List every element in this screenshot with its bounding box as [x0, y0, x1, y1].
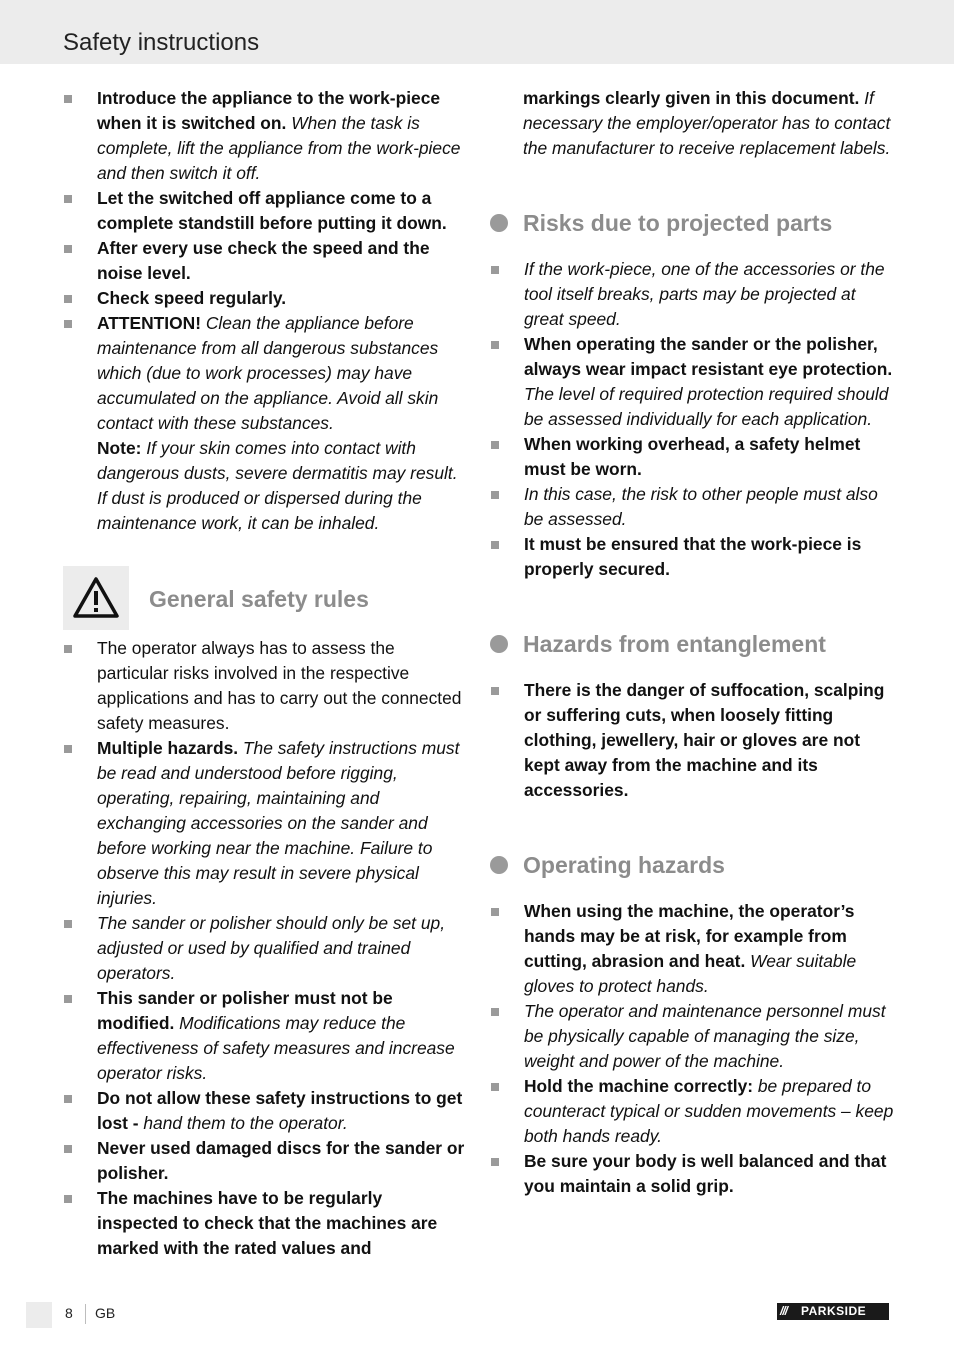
entanglement-list — [490, 678, 894, 803]
item-bold-text: When using the machine, the operator’s hands may be at risk, for example from cutting, abrasion and heat. — [524, 901, 855, 971]
bullet-square-icon — [64, 1145, 72, 1153]
item-bold-text: Never used damaged discs for the sander or polisher. — [97, 1138, 465, 1183]
page-title: Safety instructions — [63, 29, 260, 56]
list-item — [490, 678, 894, 803]
item-italic-text: Clean the appliance before maintenance from all dangerous substances which (due to work processes) may have accumulated on the appliance. Avoid all skin contact with these substances. — [97, 313, 439, 433]
list-item — [63, 236, 465, 286]
note-paragraph — [63, 436, 465, 536]
list-item — [63, 1186, 465, 1261]
list-item — [490, 532, 894, 582]
bullet-square-icon — [491, 1008, 499, 1016]
bullet-square-icon — [64, 1095, 72, 1103]
section-dot-icon — [490, 214, 508, 232]
bullet-square-icon — [491, 441, 499, 449]
list-item — [63, 911, 465, 986]
list-item — [490, 1149, 894, 1199]
list-item — [490, 899, 894, 999]
projected-parts-header — [490, 205, 894, 245]
item-italic-text: The safety instructions must be read and understood before rigging, operating, repairing, maintaining and exchanging accessories on the sander and before working near the machine. Failure to observe this may result in severe physical injuries. — [97, 738, 460, 908]
operating-hazards-list — [490, 899, 894, 1199]
section-dot-icon — [490, 856, 508, 874]
item-plain-text: The operator always has to assess the particular risks involved in the respective applications and has to carry out the connected safety measures. — [97, 638, 462, 733]
right-column — [490, 86, 894, 1199]
item-bold-text: Hold the machine correctly: — [524, 1076, 754, 1096]
operating-hazards-header — [490, 847, 894, 887]
language-code: GB — [95, 1305, 116, 1321]
item-italic-text: If the work-piece, one of the accessories or the tool itself breaks, parts may be projected at great speed. — [524, 259, 885, 329]
list-item — [63, 86, 465, 186]
warning-box — [63, 566, 129, 630]
item-bold-text: ATTENTION! — [97, 313, 202, 333]
item-bold-text: Multiple hazards. — [97, 738, 239, 758]
entanglement-header — [490, 626, 894, 666]
item-bold-text: After every use check the speed and the noise level. — [97, 238, 430, 283]
item-bold-text: Be sure your body is well balanced and that you maintain a solid grip. — [524, 1151, 887, 1196]
bullet-square-icon — [64, 95, 72, 103]
item-italic-text: Wear suitable gloves to protect hands. — [524, 951, 857, 996]
list-item — [490, 999, 894, 1074]
bullet-square-icon — [491, 1158, 499, 1166]
bullet-square-icon — [64, 995, 72, 1003]
bullet-square-icon — [491, 266, 499, 274]
item-italic-text: When the task is complete, lift the appliance from the work-piece and then switch it off. — [97, 113, 461, 183]
list-item — [63, 186, 465, 236]
item-bold-text: The machines have to be regularly inspected to check that the machines are marked with the rated values and — [97, 1188, 438, 1258]
general-safety-section-header — [63, 566, 465, 630]
item-bold-text: This sander or polisher must not be modified. — [97, 988, 393, 1033]
list-item — [63, 736, 465, 911]
left-top-list — [63, 86, 465, 436]
item-bold-text: It must be ensured that the work-piece is properly secured. — [524, 534, 862, 579]
entanglement-title: Hazards from entanglement — [523, 631, 826, 657]
item-bold-text: Let the switched off appliance come to a complete standstill before putting it down. — [97, 188, 447, 233]
note-label: Note: — [97, 438, 142, 458]
item-bold-text: Do not allow these safety instructions to get lost - — [97, 1088, 463, 1133]
projected-parts-list — [490, 257, 894, 582]
list-item — [63, 1086, 465, 1136]
bullet-square-icon — [64, 920, 72, 928]
continuation-paragraph — [490, 86, 894, 161]
list-item — [63, 1136, 465, 1186]
bullet-square-icon — [491, 1083, 499, 1091]
bullet-square-icon — [491, 541, 499, 549]
bullet-square-icon — [491, 341, 499, 349]
bullet-square-icon — [64, 195, 72, 203]
item-italic-text: be prepared to counteract typical or sudden movements – keep both hands ready. — [524, 1076, 894, 1146]
continuation-italic: If necessary the employer/operator has to contact the manufacturer to receive replacement labels. — [523, 88, 891, 158]
item-italic-text: hand them to the operator. — [138, 1113, 348, 1133]
warning-triangle-icon — [72, 576, 120, 620]
bullet-square-icon — [491, 491, 499, 499]
item-bold-text: Check speed regularly. — [97, 288, 287, 308]
item-bold-text: There is the danger of suffocation, scalping or suffering cuts, when loosely fitting clothing, jewellery, hair or gloves are not kept away from the machine and its accessories. — [524, 680, 885, 800]
item-bold-text: When working overhead, a safety helmet must be worn. — [524, 434, 861, 479]
list-item — [490, 482, 894, 532]
item-italic-text: Modifications may reduce the effectiveness of safety measures and increase operator risks. — [97, 1013, 455, 1083]
list-item — [490, 332, 894, 432]
bullet-square-icon — [64, 245, 72, 253]
note-text: If your skin comes into contact with dangerous dusts, severe dermatitis may result. If dust is produced or dispersed during the maintenance work, it can be inhaled. — [97, 438, 458, 533]
item-bold-text: Introduce the appliance to the work-piece when it is switched on. — [97, 88, 441, 133]
list-item — [490, 1074, 894, 1149]
bullet-square-icon — [64, 1195, 72, 1203]
projected-parts-title: Risks due to projected parts — [523, 210, 833, 236]
logo-slashes: /// — [780, 1304, 788, 1318]
item-italic-text: The operator and maintenance personnel must be physically capable of managing the size, weight and power of the machine. — [524, 1001, 886, 1071]
list-item — [490, 257, 894, 332]
section-dot-icon — [490, 635, 508, 653]
footer-divider — [85, 1304, 86, 1324]
list-item — [490, 432, 894, 482]
list-item — [63, 311, 465, 436]
item-italic-text: The level of required protection required should be assessed individually for each application. — [524, 384, 889, 429]
general-safety-list — [63, 636, 465, 1261]
logo-text: PARKSIDE — [801, 1304, 867, 1318]
bullet-square-icon — [64, 745, 72, 753]
footer-tab — [26, 1302, 52, 1328]
bullet-square-icon — [64, 645, 72, 653]
list-item — [63, 286, 465, 311]
operating-hazards-title: Operating hazards — [523, 852, 725, 878]
general-safety-title: General safety rules — [149, 586, 369, 612]
bullet-square-icon — [64, 295, 72, 303]
left-column — [63, 86, 465, 1261]
bullet-square-icon — [491, 687, 499, 695]
item-italic-text: The sander or polisher should only be set up, adjusted or used by qualified and trained operators. — [97, 913, 446, 983]
list-item — [63, 636, 465, 736]
item-bold-text: When operating the sander or the polisher, always wear impact resistant eye protection. — [524, 334, 893, 379]
continuation-bold: markings clearly given in this document. — [523, 88, 860, 108]
bullet-square-icon — [491, 908, 499, 916]
parkside-logo — [777, 1303, 889, 1320]
bullet-square-icon — [64, 320, 72, 328]
item-italic-text: In this case, the risk to other people must also be assessed. — [524, 484, 878, 529]
page-number: 8 — [65, 1305, 73, 1321]
list-item — [63, 986, 465, 1086]
